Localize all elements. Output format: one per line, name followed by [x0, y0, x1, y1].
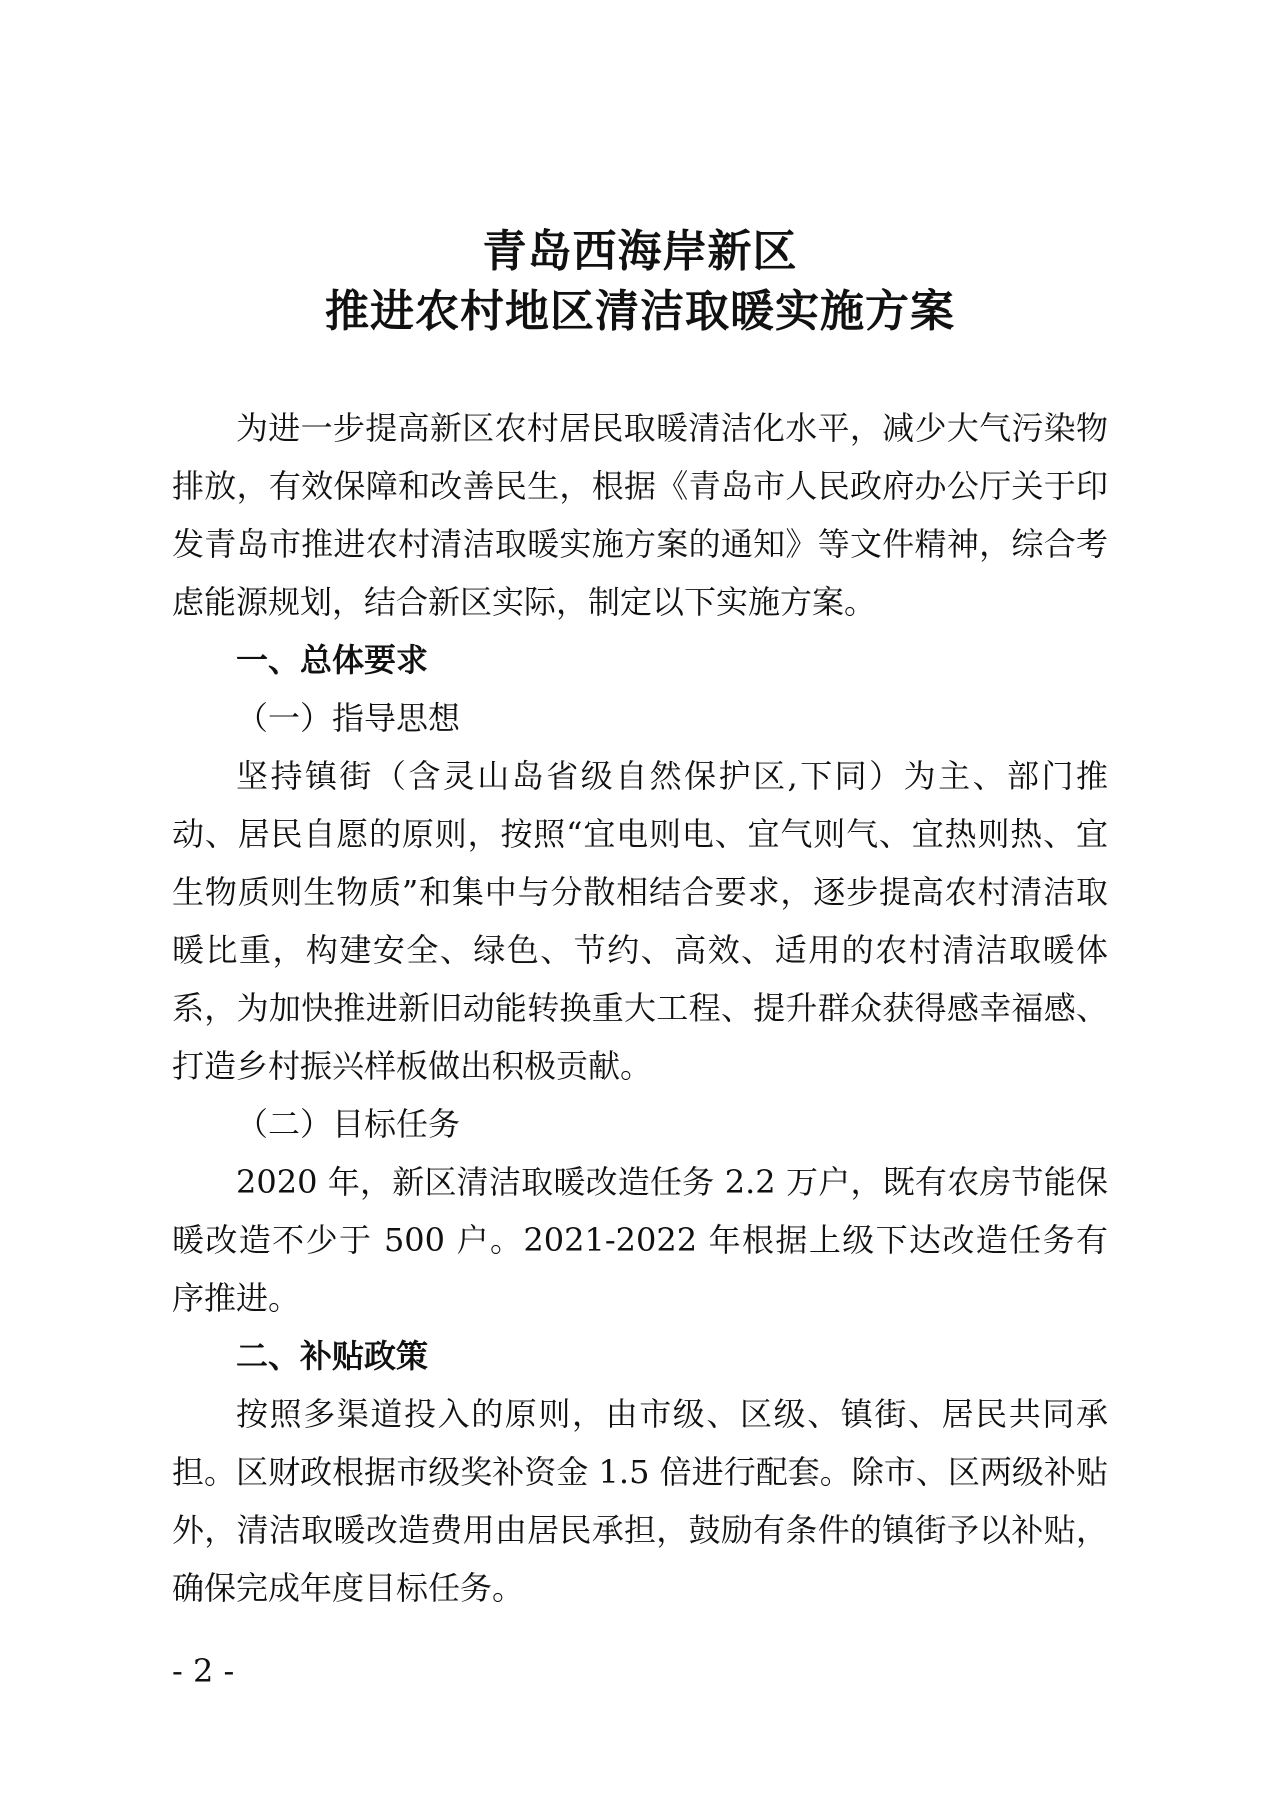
body-paragraph: 为进一步提高新区农村居民取暖清洁化水平，减少大气污染物排放，有效保障和改善民生，根据《青岛市人民政府办公厅关于印发青岛市推进农村清洁取暖实施方案的通知》等文件精神，综合考虑能源规划，结合新区实际，制定以下实施方案。 [172, 409, 1108, 621]
document-title-line-1: 青岛西海岸新区 [482, 226, 798, 277]
body-paragraph: 2020 年，新区清洁取暖改造任务 2.2 万户，既有农房节能保暖改造不少于 500 户。2021-2022 年根据上级下达改造任务有序推进。 [172, 1163, 1108, 1317]
body-paragraph: 按照多渠道投入的原则，由市级、区级、镇街、居民共同承担。区财政根据市级奖补资金 1.5 倍进行配套。除市、区两级补贴外，清洁取暖改造费用由居民承担，鼓励有条件的镇街予以补贴，确保完成年度目标任务。 [172, 1395, 1108, 1607]
subsection-heading: （一）指导思想 [236, 699, 461, 737]
section-heading: 二、补贴政策 [236, 1337, 429, 1375]
document-body [172, 399, 1108, 1617]
page-number: - 2 - [172, 1652, 235, 1690]
subsection-heading: （二）目标任务 [236, 1105, 461, 1143]
document-title-line-2: 推进农村地区清洁取暖实施方案 [325, 286, 955, 337]
body-paragraph: 坚持镇街（含灵山岛省级自然保护区,下同）为主、部门推动、居民自愿的原则，按照“宜电则电、宜气则气、宜热则热、宜生物质则生物质”和集中与分散相结合要求，逐步提高农村清洁取暖比重，构建安全、绿色、节约、高效、适用的农村清洁取暖体系，为加快推进新旧动能转换重大工程、提升群众获得感幸福感、打造乡村振兴样板做出积极贡献。 [172, 757, 1108, 1085]
section-heading: 一、总体要求 [236, 641, 429, 679]
